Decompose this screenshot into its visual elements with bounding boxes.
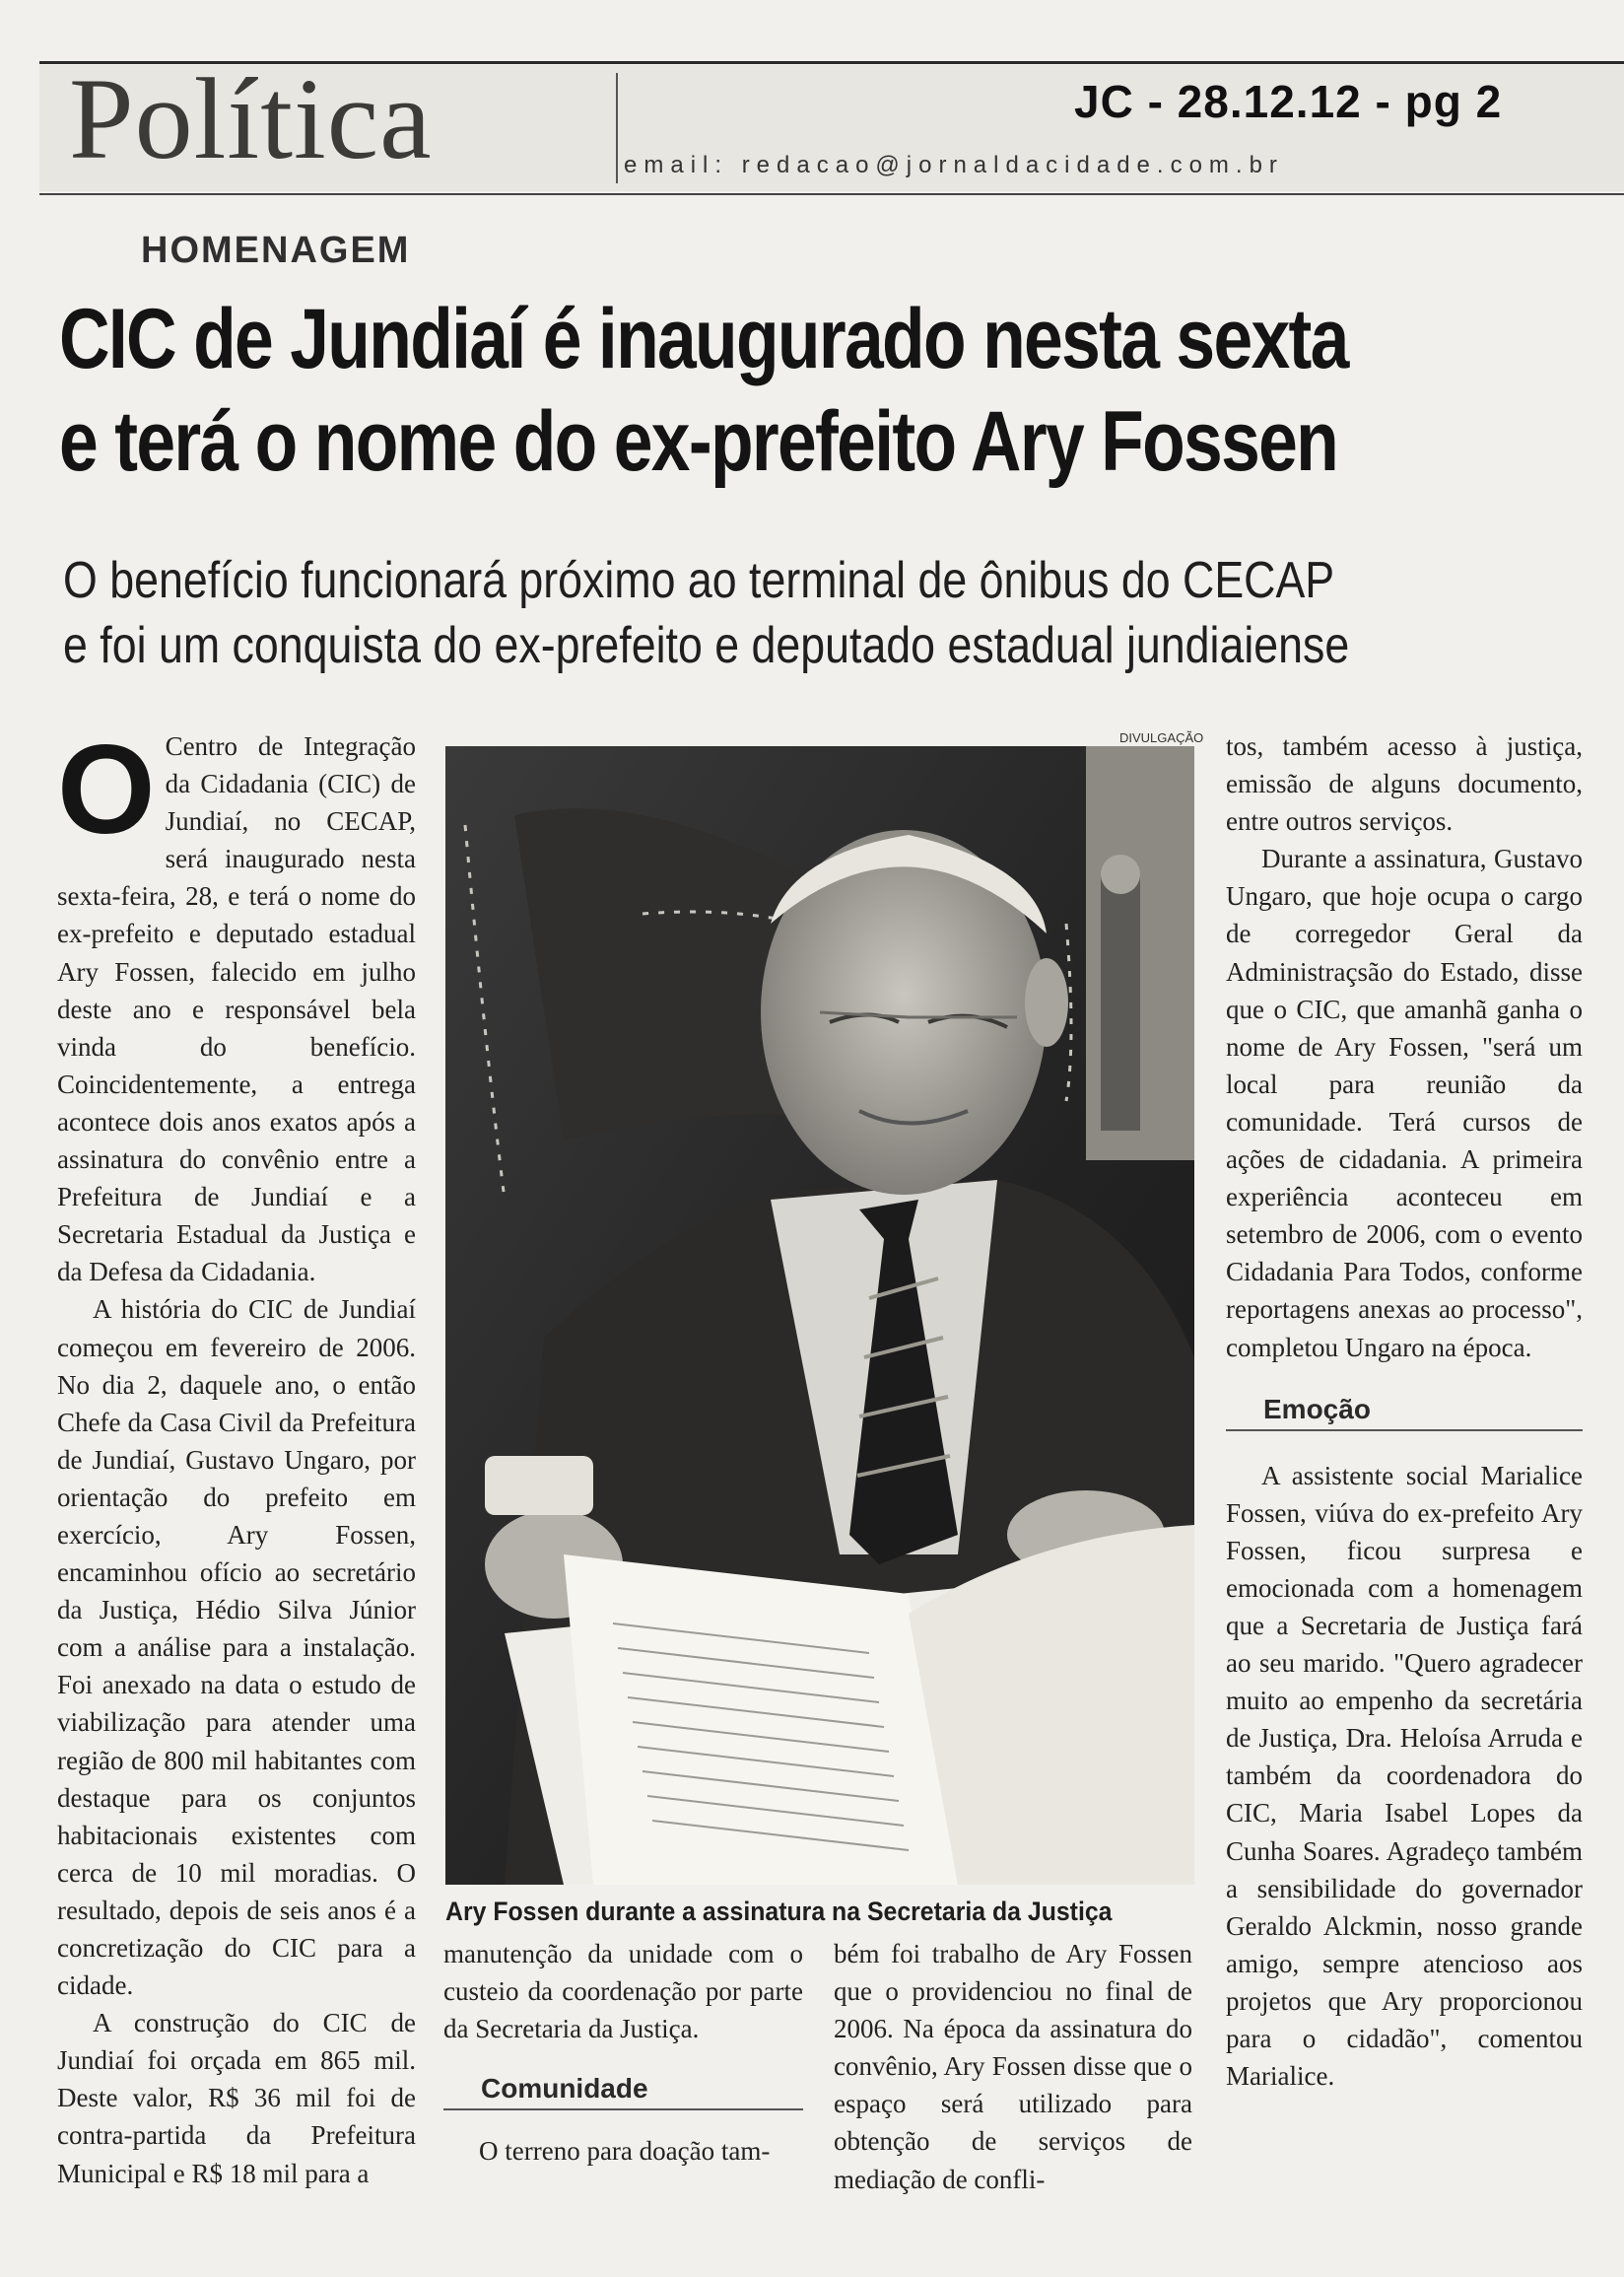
paragraph-1-text: Centro de Integração da Cidadania (CIC) de Jundiaí, no CECAP, será inaugurado nesta sexta-feira, 28, e terá o nome do ex-prefeito e deputado estadual Ary Fossen, falecido em julho deste ano e responsável bela vinda do benefício. Coincidentemente, a entrega acontece dois anos exatos após a assinatura do convênio entre a Prefeitura de Jundiaí e a Secretaria Estadual da Justiça e da Defesa da Cidadania. [57,731,416,1287]
photo-illustration [445,746,1194,1885]
photo-credit: DIVULGAÇÃO [1119,730,1204,745]
headline-line-2: e terá o nome do ex-prefeito Ary Fossen [59,394,1338,489]
headline-line-1: CIC de Jundiaí é inaugurado nesta sexta [59,292,1348,386]
headline [59,288,1596,493]
paragraph-6: tos, também acesso à justiça, emissão de alguns documento, entre outros serviços. [1226,731,1583,837]
section-title: Política [69,54,433,183]
paragraph-3: A construção do CIC de Jundiaí foi orçada em 865 mil. Deste valor, R$ 36 mil foi de contra-partida da Prefeitura Municipal e R$ 18 mil para a [57,2008,416,2188]
header-bottom-rule [39,193,1624,195]
paragraph-7: Durante a assinatura, Gustavo Ungaro, que hoje ocupa o cargo de corregedor Geral da Administraçsão do Estado, disse que o CIC, que amanhã ganha o nome de Ary Fossen, "será um local para reunião da comunidade. Terá cursos de ações de cidadania. A primeira experiência aconteceu em setembro de 2006, com o evento Cidadania Para Todos, conforme reportagens anexas ao processo", completou Ungaro na época. [1226,844,1583,1362]
article-column-1 [57,720,416,2192]
paragraph-2: A história do CIC de Jundiaí começou em fevereiro de 2006. No dia 2, daquele ano, o então Chefe da Casa Civil da Prefeitura de Jundiaí, Gustavo Ungaro, por orientação do prefeito em exercício, Ary Fossen, encaminhou ofício ao secretário da Justiça, Hédio Silva Júnior com a análise para a instalação. Foi anexado na data o estudo de viabilização para atender uma região de 800 mil habitantes com destaque para os conjuntos habitacionais existentes com cerca de 10 mil moradias. O resultado, depois de seis anos é a concretização do CIC para a cidade. [57,1294,416,2001]
edition-info: JC - 28.12.12 - pg 2 [1074,76,1503,127]
drop-cap: O [57,720,156,861]
article-kicker: HOMENAGEM [141,230,411,271]
photo-caption: Ary Fossen durante a assinatura na Secretaria da Justiça [445,1897,1113,1926]
subheadline-line-1: O benefício funcionará próximo ao terminal de ônibus do CECAP [63,552,1335,609]
article-column-4 [1226,727,1583,2095]
article-column-2 [443,1935,803,2170]
paragraph-4: manutenção da unidade com o custeio da coordenação por parte da Secretaria da Justiça. [443,1939,803,2044]
header-divider [616,73,618,183]
article-column-3 [834,1935,1192,2198]
paragraph-1 [57,720,416,1290]
email-address: email: redacao@jornaldacidade.com.br [624,152,1284,178]
subsection-emocao: Emoção [1226,1390,1583,1431]
paragraph-5-start: O terreno para doação tam- [479,2136,771,2167]
article-photo [445,746,1194,1885]
subheadline-line-2: e foi um conquista do ex-prefeito e deputado estadual jundiaiense [63,617,1350,674]
subheadline [63,548,1589,678]
subsection-comunidade: Comunidade [443,2069,803,2110]
paragraph-5-cont: bém foi trabalho de Ary Fossen que o providenciou no final de 2006. Na época da assinatura do convênio, Ary Fossen disse que o espaço será utilizado para obtenção de serviços de mediação de confli- [834,1939,1192,2194]
paragraph-8: A assistente social Marialice Fossen, viúva do ex-prefeito Ary Fossen, ficou surpresa e emocionada com a homenagem que a Secretaria de Justiça fará ao seu marido. "Quero agradecer muito ao empenho da secretária de Justiça, Dra. Heloísa Arruda e também da coordenadora do CIC, Maria Isabel Lopes da Cunha Soares. Agradeço também a sensibilidade do governador Geraldo Alckmin, nosso grande amigo, sempre atencioso aos projetos que Ary proporcionou para o cidadão", comentou Marialice. [1226,1460,1583,2092]
